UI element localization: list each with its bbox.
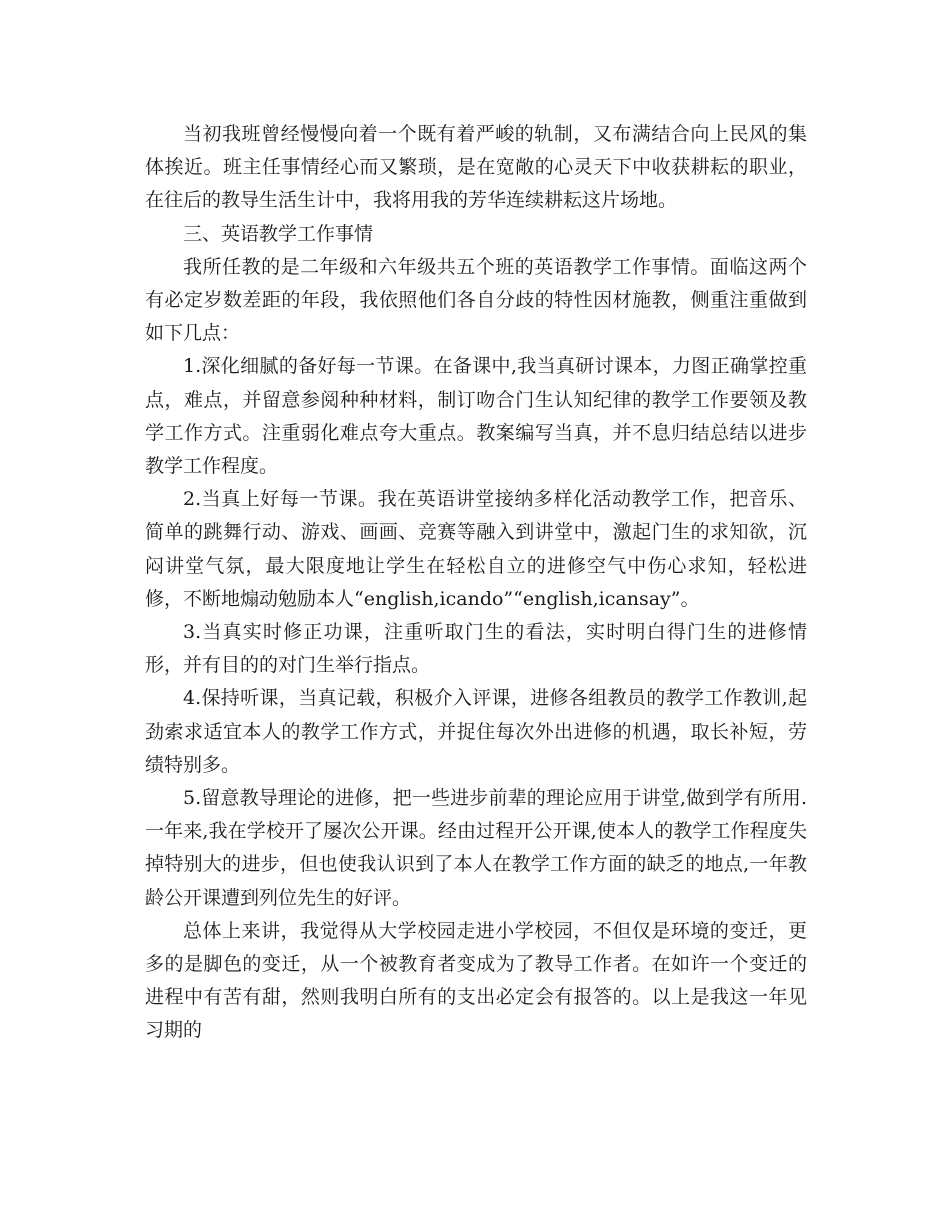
- section-heading-english-teaching: 三、英语教学工作事情: [183, 222, 374, 245]
- paragraph-english-intro: 我所任教的是二年级和六年级共五个班的英语教学工作事情。面临这两个有必定岁数差距的年段，我依照他们各自分歧的特性因材施教，侧重注重做到如下几点：: [145, 255, 807, 345]
- paragraph-class-summary: 当初我班曾经慢慢向着一个既有着严峻的轨制，又布满结合向上民风的集体挨近。班主任事情经心而又繁琐，是在宽敞的心灵天下中收获耕耘的职业，在往后的教导生活生计中，我将用我的芳华连续耕耘这片场地。: [145, 123, 807, 212]
- paragraph-conclusion: 总体上来讲，我觉得从大学校园走进小学校园，不但仅是环境的变迁，更多的是脚色的变迁，从一个被教育者变成为了教导工作者。在如许一个变迁的进程中有苦有甜，然则我明白所有的支出必定会有报答的。以上是我这一年见习期的: [145, 919, 807, 1042]
- paragraph-item-2: 2.当真上好每一节课。我在英语讲堂接纳多样化活动教学工作，把音乐、简单的跳舞行动、游戏、画画、竞赛等融入到讲堂中，激起门生的求知欲，沉闷讲堂气氛，最大限度地让学生在轻松自立的进修空气中伤心求知，轻松进修，不断地煽动勉励本人“english,icando”“english,icansay”。: [145, 488, 807, 610]
- document-body: [145, 118, 807, 1048]
- paragraph-item-4: 4.保持听课，当真记载，积极介入评课，进修各组教员的教学工作教训,起劲索求适宜本人的教学工作方式，并捉住每次外出进修的机遇，取长补短，劳绩特别多。: [145, 687, 807, 776]
- paragraph-item-1: 1.深化细腻的备好每一节课。在备课中,我当真研讨课本，力图正确掌控重点，难点，并留意参阅种种材料，制订吻合门生认知纪律的教学工作要领及教学工作方式。注重弱化难点夸大重点。教案编写当真，并不息归结总结以进步教学工作程度。: [145, 355, 807, 478]
- paragraph-item-3: 3.当真实时修正功课，注重听取门生的看法，实时明白得门生的进修情形，并有目的的对门生举行指点。: [145, 621, 807, 677]
- paragraph-item-5: 5.留意教导理论的进修，把一些进步前辈的理论应用于讲堂,做到学有所用.一年来,我在学校开了屡次公开课。经由过程开公开课,使本人的教学工作程度失掉特别大的进步，但也使我认识到了本人在教学工作方面的缺乏的地点,一年教龄公开课遭到列位先生的好评。: [145, 787, 807, 909]
